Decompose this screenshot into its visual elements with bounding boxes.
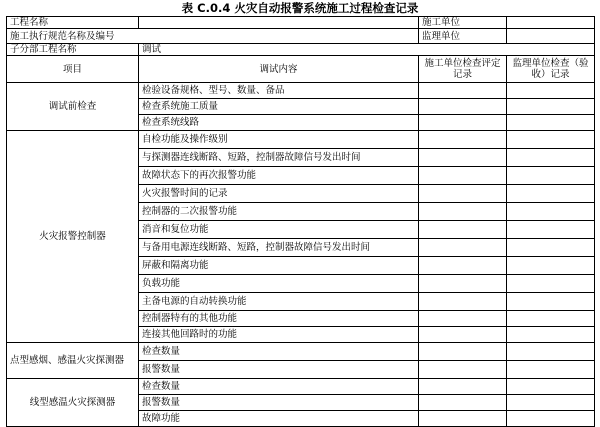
- project-name-value[interactable]: [139, 17, 419, 29]
- supervision-record-cell[interactable]: [507, 115, 595, 131]
- supervision-record-cell[interactable]: [507, 149, 595, 167]
- supervision-record-cell[interactable]: [507, 83, 595, 99]
- group-label: 点型感烟、感温火灾探测器: [7, 343, 139, 379]
- content-cell: 消音和复位功能: [139, 221, 419, 239]
- content-cell: 负载功能: [139, 275, 419, 293]
- column-header-supervision-record: 监理单位检查（验收）记录: [507, 56, 595, 83]
- supervision-record-cell[interactable]: [507, 327, 595, 343]
- content-cell: 屏蔽和隔离功能: [139, 257, 419, 275]
- table-row: [7, 83, 595, 99]
- group-label: 线型感温火灾探测器: [7, 379, 139, 427]
- construction-record-cell[interactable]: [419, 311, 507, 327]
- supervision-record-cell[interactable]: [507, 379, 595, 395]
- supervision-record-cell[interactable]: [507, 275, 595, 293]
- content-cell: 火灾报警时间的记录: [139, 185, 419, 203]
- content-cell: 自检功能及操作级别: [139, 131, 419, 149]
- supervision-unit-label: 监理单位: [419, 29, 507, 44]
- content-cell: 报警数量: [139, 361, 419, 379]
- subproject-row: [7, 44, 595, 56]
- content-cell: 检查系统施工质量: [139, 99, 419, 115]
- supervision-record-cell[interactable]: [507, 99, 595, 115]
- supervision-record-cell[interactable]: [507, 203, 595, 221]
- subproject-label: 子分部工程名称: [7, 44, 139, 56]
- column-header-item: 项目: [7, 56, 139, 83]
- construction-record-cell[interactable]: [419, 395, 507, 411]
- construction-record-cell[interactable]: [419, 411, 507, 427]
- construction-record-cell[interactable]: [419, 293, 507, 311]
- supervision-record-cell[interactable]: [507, 411, 595, 427]
- project-name-row: [7, 17, 595, 29]
- spec-label: [7, 29, 419, 44]
- content-cell: 与备用电源连线断路、短路，控制器故障信号发出时间: [139, 239, 419, 257]
- supervision-record-cell[interactable]: [507, 361, 595, 379]
- content-cell: 检查数量: [139, 343, 419, 361]
- content-cell: 主备电源的自动转换功能: [139, 293, 419, 311]
- page-title: 表 C.0.4 火灾自动报警系统施工过程检查记录: [181, 1, 419, 15]
- supervision-record-cell[interactable]: [507, 343, 595, 361]
- construction-record-cell[interactable]: [419, 361, 507, 379]
- construction-record-cell[interactable]: [419, 131, 507, 149]
- column-header-row: [7, 56, 595, 83]
- content-cell: 控制器的二次报警功能: [139, 203, 419, 221]
- group-label: 火灾报警控制器: [7, 131, 139, 343]
- table-row: [7, 343, 595, 361]
- content-cell: 检验设备规格、型号、数量、备品: [139, 83, 419, 99]
- construction-record-cell[interactable]: [419, 99, 507, 115]
- supervision-record-cell[interactable]: [507, 311, 595, 327]
- content-cell: 故障功能: [139, 411, 419, 427]
- spec-label-text: 施工执行规范名称及编号: [10, 30, 115, 42]
- content-cell: 连接其他回路时的功能: [139, 327, 419, 343]
- construction-record-cell[interactable]: [419, 149, 507, 167]
- content-cell: 报警数量: [139, 395, 419, 411]
- construction-unit-value[interactable]: [507, 17, 595, 29]
- supervision-record-cell[interactable]: [507, 167, 595, 185]
- construction-record-cell[interactable]: [419, 167, 507, 185]
- project-name-label: 工程名称: [7, 17, 139, 29]
- supervision-record-cell[interactable]: [507, 221, 595, 239]
- content-cell: 检查数量: [139, 379, 419, 395]
- supervision-record-cell[interactable]: [507, 293, 595, 311]
- subproject-value: 调试: [139, 44, 595, 56]
- content-cell: 检查系统线路: [139, 115, 419, 131]
- content-cell: 与探测器连线断路、短路，控制器故障信号发出时间: [139, 149, 419, 167]
- group-label: 调试前检查: [7, 83, 139, 131]
- construction-record-cell[interactable]: [419, 115, 507, 131]
- construction-record-cell[interactable]: [419, 379, 507, 395]
- construction-record-cell[interactable]: [419, 221, 507, 239]
- construction-unit-label: 施工单位: [419, 17, 507, 29]
- supervision-unit-value[interactable]: [507, 29, 595, 44]
- table-row: [7, 379, 595, 395]
- construction-record-cell[interactable]: [419, 275, 507, 293]
- column-header-content: 调试内容: [139, 56, 419, 83]
- supervision-record-cell[interactable]: [507, 185, 595, 203]
- construction-record-cell[interactable]: [419, 239, 507, 257]
- supervision-record-cell[interactable]: [507, 239, 595, 257]
- spec-row: [7, 29, 595, 44]
- construction-record-cell[interactable]: [419, 203, 507, 221]
- construction-record-cell[interactable]: [419, 343, 507, 361]
- construction-record-cell[interactable]: [419, 83, 507, 99]
- construction-record-cell[interactable]: [419, 185, 507, 203]
- supervision-record-cell[interactable]: [507, 257, 595, 275]
- construction-record-cell[interactable]: [419, 257, 507, 275]
- content-cell: 控制器特有的其他功能: [139, 311, 419, 327]
- table-row: [7, 131, 595, 149]
- column-header-construction-record: 施工单位检查评定记录: [419, 56, 507, 83]
- supervision-record-cell[interactable]: [507, 395, 595, 411]
- content-cell: 故障状态下的再次报警功能: [139, 167, 419, 185]
- inspection-record-table: [6, 16, 595, 427]
- supervision-record-cell[interactable]: [507, 131, 595, 149]
- construction-record-cell[interactable]: [419, 327, 507, 343]
